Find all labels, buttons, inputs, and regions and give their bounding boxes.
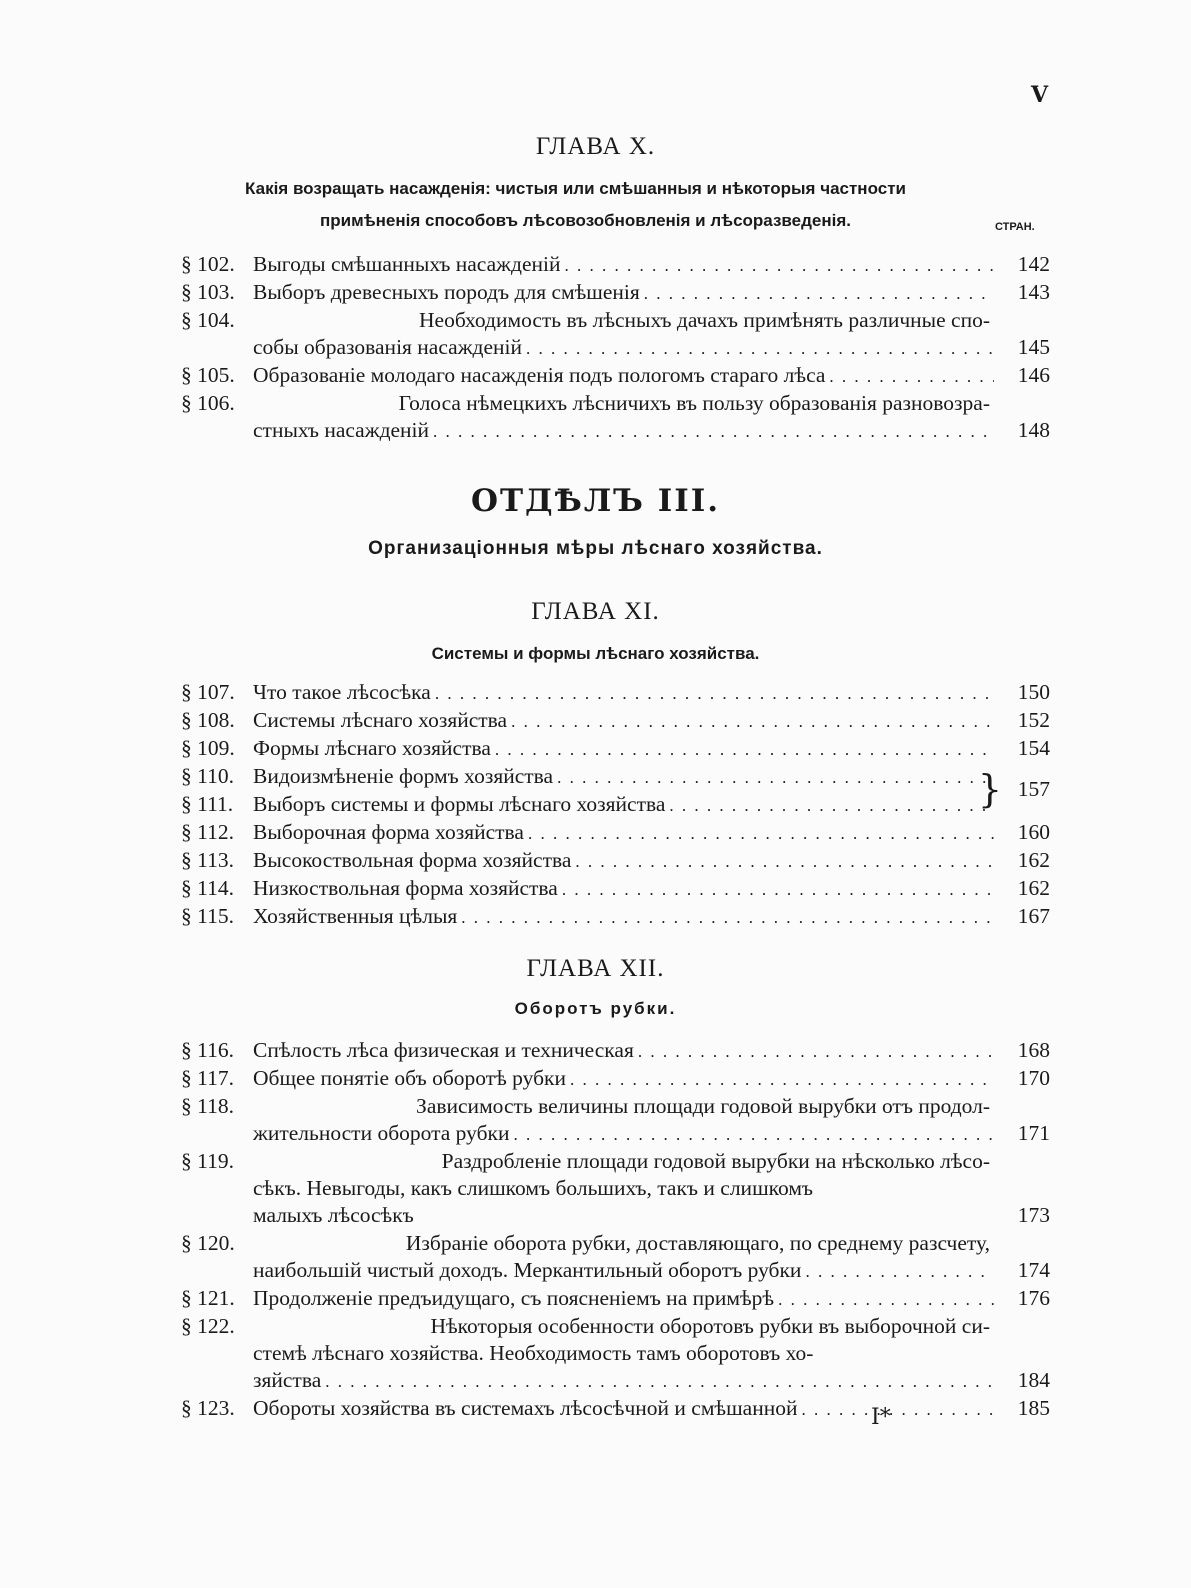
entry-title: Необходимость въ лѣсныхъ дачахъ примѣнять различные спо- [419, 308, 990, 332]
entry-number: § 105. [181, 363, 235, 387]
entry-title: Выборъ древесныхъ породъ для смѣшенія [253, 280, 640, 304]
chapter-xi-subtitle: Системы и формы лѣснаго хозяйства. [431, 644, 760, 663]
entry-page: 167 [1017, 904, 1050, 928]
entry-number: § 117. [181, 1066, 234, 1090]
toc-entry [181, 362, 1050, 390]
toc-entry [181, 847, 1050, 875]
leader-dots [325, 1368, 994, 1395]
leader-dots [570, 1066, 994, 1093]
chapter-x-title: ГЛАВА X. [535, 133, 656, 160]
entry-number: § 119. [181, 1149, 234, 1173]
entry-title-continued: сѣкъ. Невыгоды, какъ слишкомъ большихъ, такъ и слишкомъ [253, 1176, 814, 1200]
chapter-xii-title: ГЛАВА XII. [526, 955, 665, 982]
entry-title-continued: малыхъ лѣсосѣкъ [253, 1203, 414, 1227]
leader-dots [805, 1258, 994, 1285]
toc-entry [181, 735, 1050, 763]
entry-title: Обороты хозяйства въ системахъ лѣсосѣчной и смѣшанной [253, 1396, 798, 1420]
entry-title: Продолженіе предъидущаго, съ поясненіемъ на примѣрѣ [253, 1286, 775, 1310]
toc-entry [181, 819, 1050, 847]
entry-title-continued: наибольшій чистый доходъ. Меркантильный оборотъ рубки [253, 1258, 802, 1282]
entry-title: Зависимость величины площади годовой вырубки отъ продол- [416, 1094, 990, 1118]
entry-page: 160 [1017, 820, 1050, 844]
entry-title: Формы лѣснаго хозяйства [253, 736, 491, 760]
entry-number: § 102. [181, 252, 235, 276]
toc-brace-group [181, 763, 1050, 819]
entry-page: 185 [1017, 1396, 1050, 1420]
entry-page: 145 [1017, 335, 1050, 359]
entry-page: 184 [1017, 1368, 1050, 1392]
entry-page: 150 [1017, 680, 1050, 704]
leader-dots [435, 680, 994, 707]
entry-page: 157 [1017, 777, 1050, 801]
toc-entry [181, 1148, 1050, 1230]
entry-number: § 103. [181, 280, 235, 304]
entry-title: Раздробленіе площади годовой вырубки на нѣсколько лѣсо- [441, 1149, 990, 1173]
entry-number: § 120. [181, 1231, 235, 1255]
section-title: ОТДѢЛЪ III. [470, 483, 721, 519]
entry-number: § 122. [181, 1314, 235, 1338]
leader-dots [562, 876, 994, 903]
entry-title: Избраніе оборота рубки, доставляющаго, по среднему разсчету, [405, 1231, 990, 1255]
entry-number: § 107. [181, 680, 235, 704]
entry-title: Что такое лѣсосѣка [253, 680, 431, 704]
entry-title: Образованіе молодаго насажденія подъ пологомъ стараго лѣса [253, 363, 826, 387]
entry-title: Выборочная форма хозяйства [253, 820, 524, 844]
entry-page: 142 [1017, 252, 1050, 276]
section-subtitle: Организаціонныя мѣры лѣснаго хозяйства. [368, 538, 823, 559]
chapter-xii-toc [181, 1037, 1050, 1423]
entry-page: 171 [1017, 1121, 1050, 1145]
entry-page: 174 [1017, 1258, 1050, 1282]
leader-dots [495, 736, 994, 763]
entry-page: 162 [1017, 848, 1050, 872]
entry-page: 148 [1017, 418, 1050, 442]
entry-title-continued: собы образованія насажденій [253, 335, 523, 359]
toc-entry [181, 875, 1050, 903]
entry-title: Общее понятіе объ оборотѣ рубки [253, 1066, 566, 1090]
entry-title: Низкоствольная форма хозяйства [253, 876, 558, 900]
leader-dots [778, 1286, 994, 1313]
leader-dots [638, 1038, 994, 1065]
chapter-xi-toc [181, 679, 1050, 931]
entry-number: § 106. [181, 391, 235, 415]
entry-page: 168 [1017, 1038, 1050, 1062]
entry-number: § 121. [181, 1286, 235, 1310]
entry-number: § 109. [181, 736, 235, 760]
page-number: V [1031, 82, 1049, 108]
toc-entry [181, 1037, 1050, 1065]
entry-number: § 108. [181, 708, 235, 732]
entry-number: § 118. [181, 1094, 234, 1118]
leader-dots [433, 418, 994, 445]
leader-dots [575, 848, 994, 875]
entry-page: 162 [1017, 876, 1050, 900]
leader-dots [557, 764, 994, 791]
entry-number: § 114. [181, 876, 234, 900]
leader-dots [669, 792, 994, 819]
toc-entry [181, 903, 1050, 931]
toc-entry [181, 390, 1050, 445]
entry-number: § 113. [181, 848, 234, 872]
entry-number: § 112. [181, 820, 234, 844]
entry-number: § 115. [181, 904, 234, 928]
leader-dots [514, 1121, 995, 1148]
toc-entry [181, 1313, 1050, 1395]
entry-title-continued: стемѣ лѣснаго хозяйства. Необходимость тамъ оборотовъ хо- [253, 1341, 814, 1365]
entry-page: 154 [1017, 736, 1050, 760]
leader-dots [644, 280, 994, 307]
toc-entry [181, 1395, 1050, 1423]
page-signature: I* [871, 1405, 891, 1430]
toc-entry [181, 679, 1050, 707]
entry-title: Хозяйственныя цѣлыя [253, 904, 458, 928]
entry-number: § 116. [181, 1038, 234, 1062]
toc-entry [181, 707, 1050, 735]
toc-entry [181, 1093, 1050, 1148]
leader-dots [526, 335, 994, 362]
entry-number: § 110. [181, 764, 234, 788]
entry-page: 143 [1017, 280, 1050, 304]
entry-page: 152 [1017, 708, 1050, 732]
toc-entry [181, 1285, 1050, 1313]
entry-title: Видоизмѣненіе формъ хозяйства [253, 764, 554, 788]
leader-dots [511, 708, 994, 735]
entry-title: Голоса нѣмецкихъ лѣсничихъ въ пользу образованія разновозра- [398, 391, 990, 415]
leader-dots [564, 252, 994, 279]
toc-entry [181, 1065, 1050, 1093]
curly-brace-icon: } [977, 767, 1002, 811]
toc-entry [181, 307, 1050, 362]
leader-dots [801, 1396, 994, 1423]
entry-title-continued: стныхъ насажденій [253, 418, 430, 442]
entry-number: § 111. [181, 792, 234, 816]
entry-title: Выборъ системы и формы лѣснаго хозяйства [253, 792, 666, 816]
entry-number: § 123. [181, 1396, 235, 1420]
chapter-x-toc [181, 251, 1050, 445]
entry-number: § 104. [181, 308, 235, 332]
toc-entry [181, 279, 1050, 307]
leader-dots [528, 820, 994, 847]
entry-title: Выгоды смѣшанныхъ насажденій [253, 252, 561, 276]
leader-dots [461, 904, 994, 931]
leader-dots [829, 363, 994, 390]
entry-page: 170 [1017, 1066, 1050, 1090]
entry-title: Нѣкоторыя особенности оборотовъ рубки въ выборочной си- [430, 1314, 990, 1338]
entry-title: Высокоствольная форма хозяйства [253, 848, 572, 872]
entry-title-continued: жительности оборота рубки [253, 1121, 510, 1145]
chapter-x-subtitle-line2: примѣненія способовъ лѣсовозобновленія и лѣсоразведенія. [320, 211, 851, 230]
entry-title: Спѣлость лѣса физическая и техническая [253, 1038, 634, 1062]
entry-page: 146 [1017, 363, 1050, 387]
toc-entry [181, 251, 1050, 279]
entry-title: Системы лѣснаго хозяйства [253, 708, 508, 732]
chapter-xii-subtitle: Оборотъ рубки. [514, 999, 677, 1018]
entry-page: 173 [1017, 1203, 1050, 1227]
entry-title-continued: зяйства [253, 1368, 322, 1392]
page-column-header: СТРАН. [995, 221, 1035, 233]
entry-page: 176 [1017, 1286, 1050, 1310]
chapter-xi-title: ГЛАВА XI. [531, 598, 660, 625]
chapter-x-subtitle-line1: Какія возращать насажденія: чистыя или смѣшанныя и нѣкоторыя частности [245, 179, 906, 198]
toc-entry [181, 1230, 1050, 1285]
